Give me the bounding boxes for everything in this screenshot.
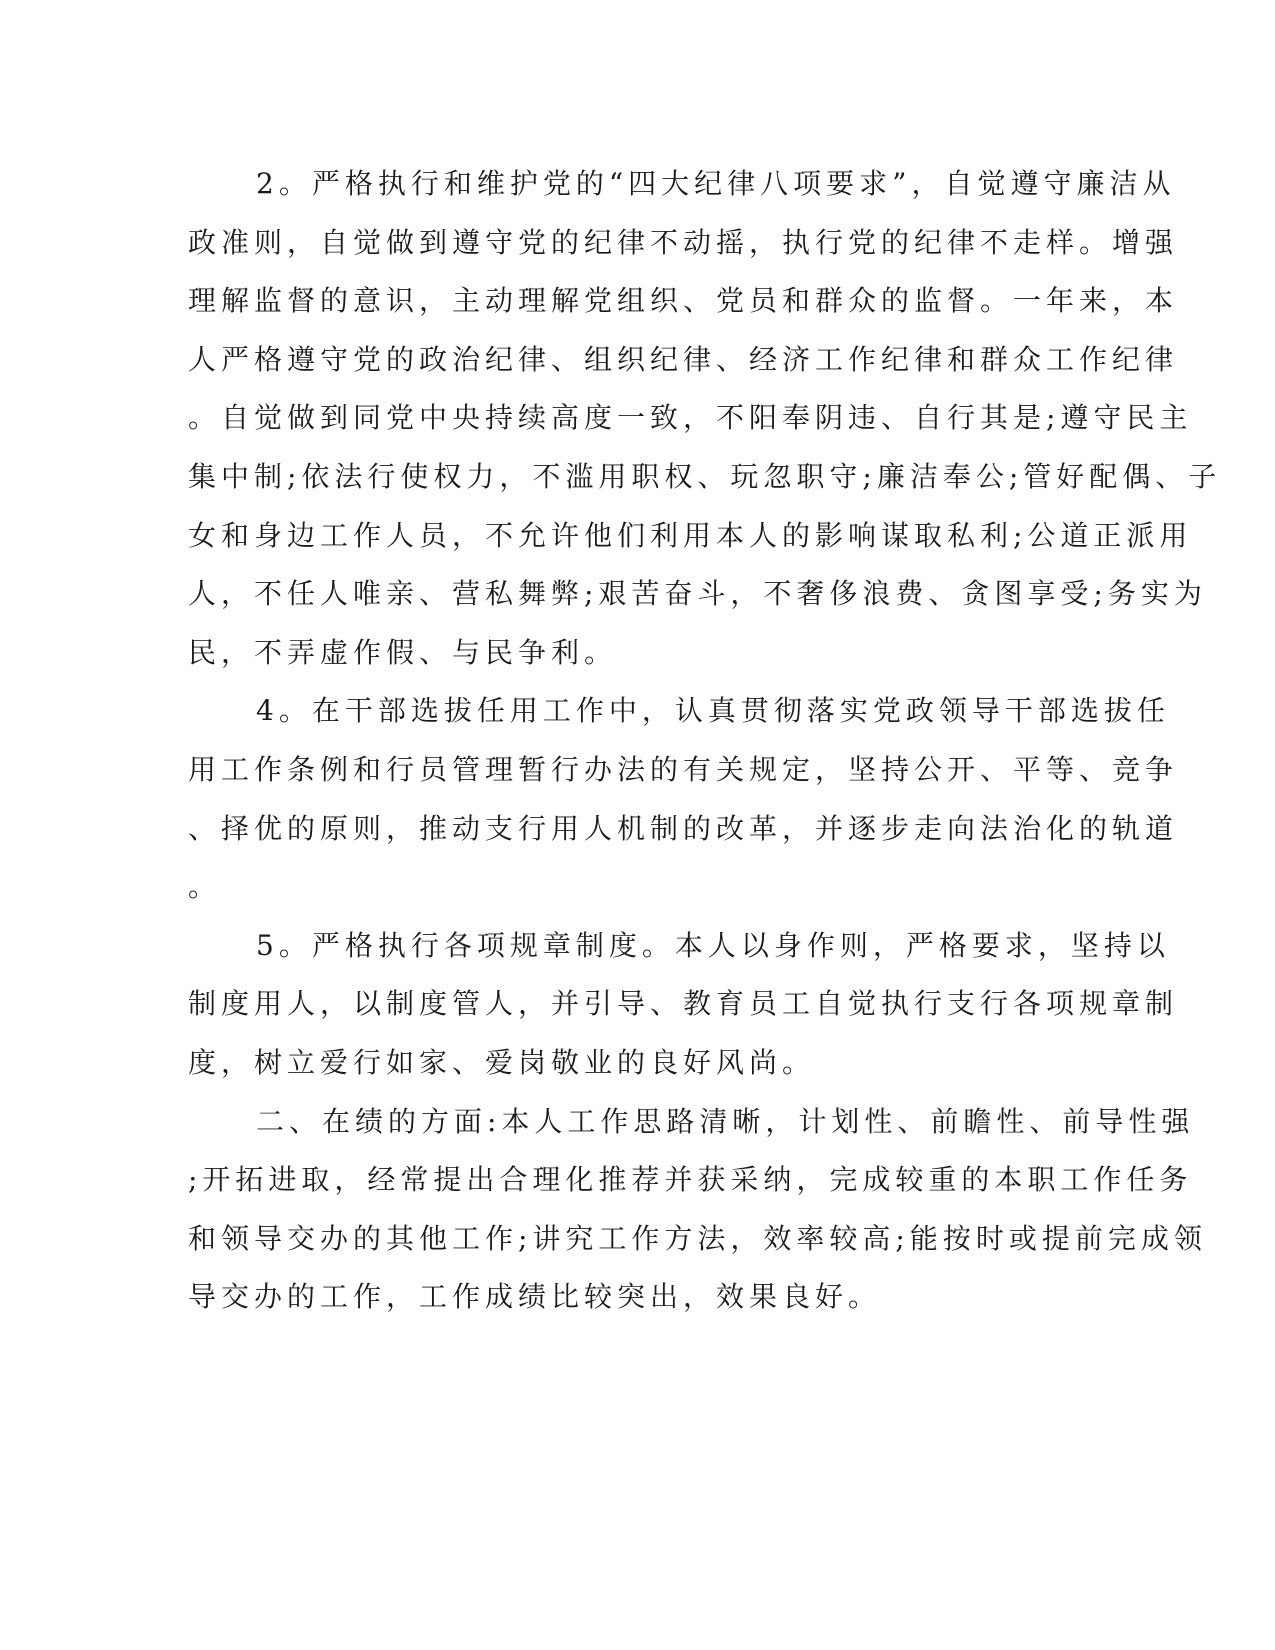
paragraph-regulations xyxy=(188,923,1179,1099)
text-line: 民，不弄虚作假、与民争利。 xyxy=(188,635,618,669)
text-line: 度，树立爱行如家、爱岗敬业的良好风尚。 xyxy=(188,1045,816,1079)
text-line: 4。在干部选拔任用工作中，认真贯彻落实党政领导干部选拔任 xyxy=(256,694,1170,728)
text-line: 。自觉做到同党中央持续高度一致，不阳奉阴违、自行其是;遵守民主 xyxy=(188,401,1193,435)
text-line: 集中制;依法行使权力，不滥用职权、玩忽职守;廉洁奉公;管好配偶、子 xyxy=(188,459,1222,493)
text-line: 女和身边工作人员，不允许他们利用本人的影响谋取私利;公道正派用 xyxy=(188,518,1193,552)
text-line: 2。严格执行和维护党的“四大纪律八项要求”，自觉遵守廉洁从 xyxy=(256,167,1176,200)
text-line: 用工作条例和行员管理暂行办法的有关规定，坚持公开、平等、竞争 xyxy=(188,752,1179,786)
paragraph-cadre-selection xyxy=(188,688,1179,922)
text-line: 。 xyxy=(188,870,222,904)
text-line: 人严格遵守党的政治纪律、组织纪律、经济工作纪律和群众工作纪律 xyxy=(188,342,1179,376)
text-line: 政准则，自觉做到遵守党的纪律不动摇，执行党的纪律不走样。增强 xyxy=(188,225,1179,259)
text-line: ;开拓进取，经常提出合理化推荐并获采纳，完成较重的本职工作任务 xyxy=(188,1163,1193,1197)
text-line: 二、在绩的方面:本人工作思路清晰，计划性、前瞻性、前导性强 xyxy=(256,1104,1195,1138)
document-body xyxy=(188,161,1222,1333)
text-line: 导交办的工作，工作成绩比较突出，效果良好。 xyxy=(188,1280,882,1314)
text-line: 和领导交办的其他工作;讲究工作方法，效率较高;能按时或提前完成领 xyxy=(188,1221,1207,1255)
paragraph-performance xyxy=(188,1099,1207,1333)
text-line: 理解监督的意识，主动理解党组织、党员和群众的监督。一年来，本 xyxy=(188,284,1179,318)
text-line: 5。严格执行各项规章制度。本人以身作则，严格要求，坚持以 xyxy=(256,928,1170,962)
paragraph-discipline xyxy=(188,161,1222,688)
text-line: 制度用人，以制度管人，并引导、教育员工自觉执行支行各项规章制 xyxy=(188,987,1179,1021)
text-line: 人，不任人唯亲、营私舞弊;艰苦奋斗，不奢侈浪费、贪图享受;务实为 xyxy=(188,577,1207,611)
text-line: 、择优的原则，推动支行用人机制的改革，并逐步走向法治化的轨道 xyxy=(188,811,1179,845)
